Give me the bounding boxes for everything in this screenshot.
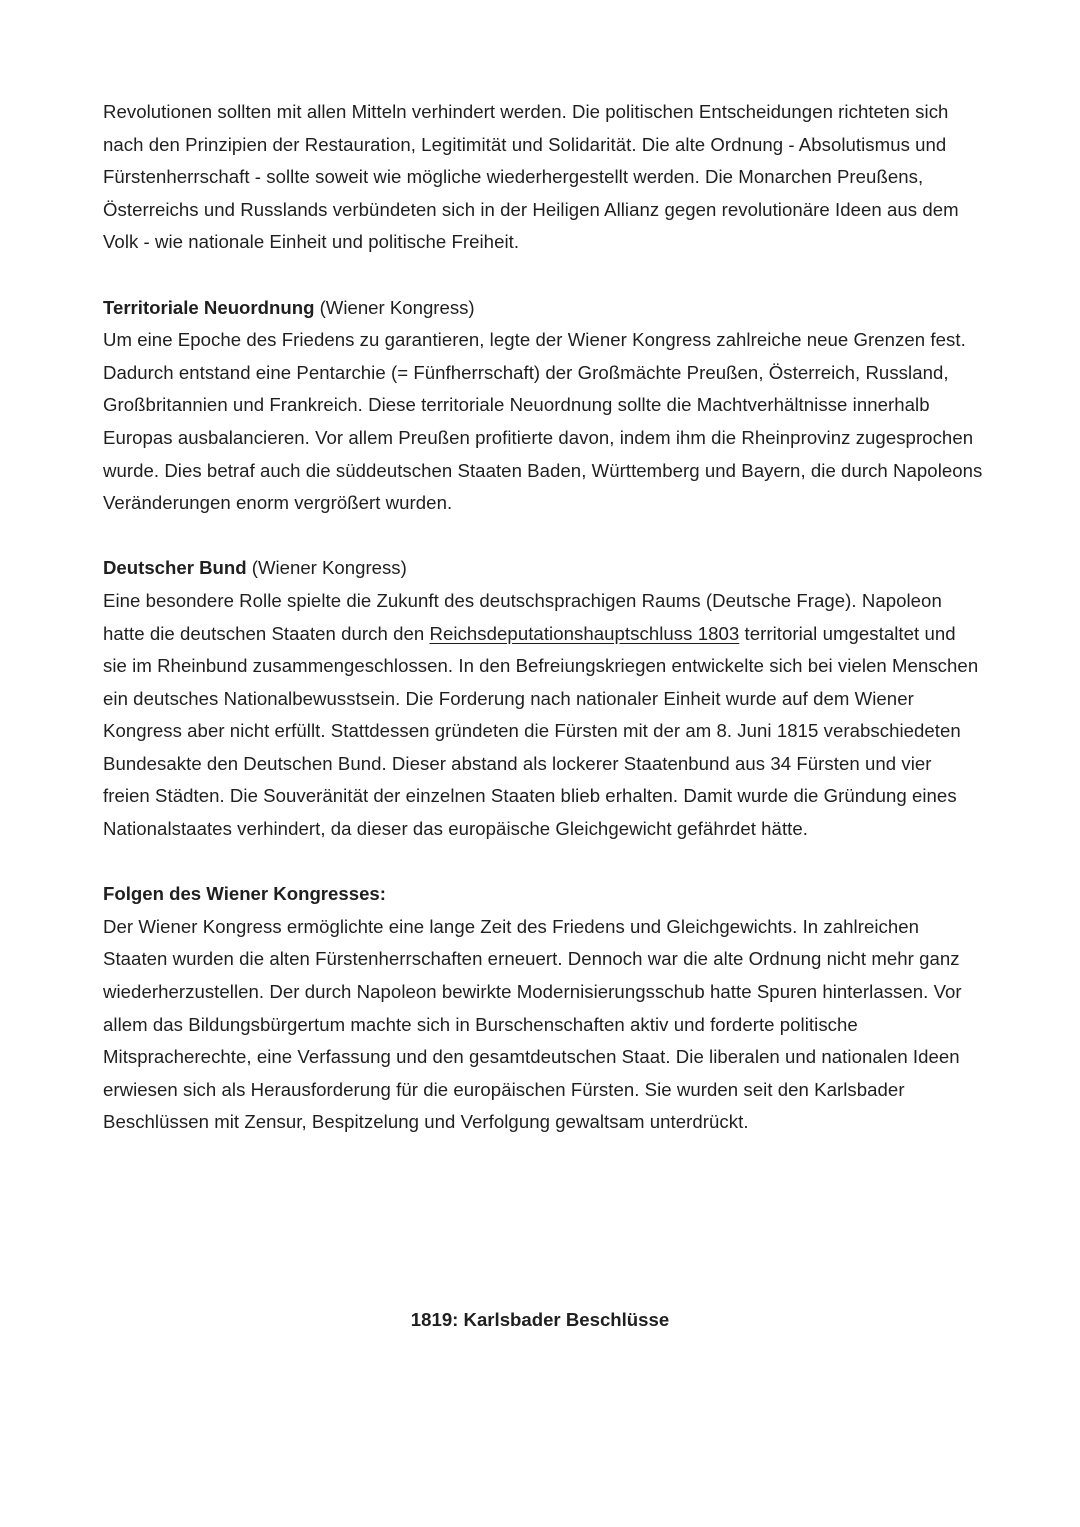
section-territorial xyxy=(103,292,983,520)
karlsbader-title: 1819: Karlsbader Beschlüsse xyxy=(410,1309,670,1330)
folgen-heading-title: Folgen des Wiener Kongresses: xyxy=(103,883,386,905)
reichsdeputationshauptschluss-link[interactable]: Reichsdeputationshauptschluss 1803 xyxy=(429,622,740,644)
bund-heading-note: (Wiener Kongress) xyxy=(246,557,407,579)
bund-text-after: territorial umgestaltet und sie im Rheinbund zusammengeschlossen. In den Befreiungskriegen entwickelte sich bei vielen Menschen ein deutsches Nationalbewusstsein. Die Forderung nach nationaler Einheit wurde auf dem Wiener Kongress aber nicht erfüllt. Stattdessen gründeten die Fürsten mit der am 8. Juni 1815 verabschiedeten Bundesakte den Deutschen Bund. Dieser abstand als lockerer Staatenbund aus 34 Fürsten und vier freien Städten. Die Souveränität der einzelnen Staaten blieb erhalten. Damit wurde die Gründung eines Nationalstaates verhindert, da dieser das europäische Gleichgewicht gefährdet hätte. xyxy=(103,622,979,840)
territorial-paragraph: Um eine Epoche des Friedens zu garantieren, legte der Wiener Kongress zahlreiche neue Grenzen fest. Dadurch entstand eine Pentarchie (= Fünfherrschaft) der Großmächte Preußen, Österreich, Russland, Großbritannien und Frankreich. Diese territoriale Neuordnung sollte die Machtverhältnisse innerhalb Europas ausbalancieren. Vor allem Preußen profitierte davon, indem ihm die Rheinprovinz zugesprochen wurde. Dies betraf auch die süddeutschen Staaten Baden, Württemberg und Bayern, die durch Napoleons Veränderungen enorm vergrößert wurden. xyxy=(103,329,983,514)
bund-paragraph xyxy=(103,585,983,846)
territorial-heading-title: Territoriale Neuordnung xyxy=(103,296,315,318)
document-body xyxy=(103,96,983,1139)
section-deutscher-bund xyxy=(103,552,983,845)
bund-heading xyxy=(103,552,983,585)
bund-text-before: Eine besondere Rolle spielte die Zukunft des deutschsprachigen Raums (Deutsche Frage). Napoleon hatte die deutschen Staaten durch den xyxy=(103,589,942,644)
folgen-heading xyxy=(103,878,983,911)
territorial-heading-note: (Wiener Kongress) xyxy=(314,296,475,318)
territorial-heading xyxy=(103,292,983,325)
section-folgen xyxy=(103,878,983,1139)
bund-heading-title: Deutscher Bund xyxy=(103,557,247,579)
intro-paragraph: Revolutionen sollten mit allen Mitteln verhindert werden. Die politischen Entscheidungen richteten sich nach den Prinzipien der Restauration, Legitimität und Solidarität. Die alte Ordnung - Absolutismus und Fürstenherrschaft - sollte soweit wie mögliche wiederhergestellt werden. Die Monarchen Preußens, Österreichs und Russlands verbündeten sich in der Heiligen Allianz gegen revolutionäre Ideen aus dem Volk - wie nationale Einheit und politische Freiheit. xyxy=(103,101,959,253)
folgen-paragraph: Der Wiener Kongress ermöglichte eine lange Zeit des Friedens und Gleichgewichts. In zahlreichen Staaten wurden die alten Fürstenherrschaften erneuert. Dennoch war die alte Ordnung nicht mehr ganz wiederherzustellen. Der durch Napoleon bewirkte Modernisierungsschub hatte Spuren hinterlassen. Vor allem das Bildungsbürgertum machte sich in Burschenschaften aktiv und forderte politische Mitspracherechte, eine Verfassung und den gesamtdeutschen Staat. Die liberalen und nationalen Ideen erwiesen sich als Herausforderung für die europäischen Fürsten. Sie wurden seit den Karlsbader Beschlüssen mit Zensur, Bespitzelung und Verfolgung gewaltsam unterdrückt. xyxy=(103,915,962,1133)
